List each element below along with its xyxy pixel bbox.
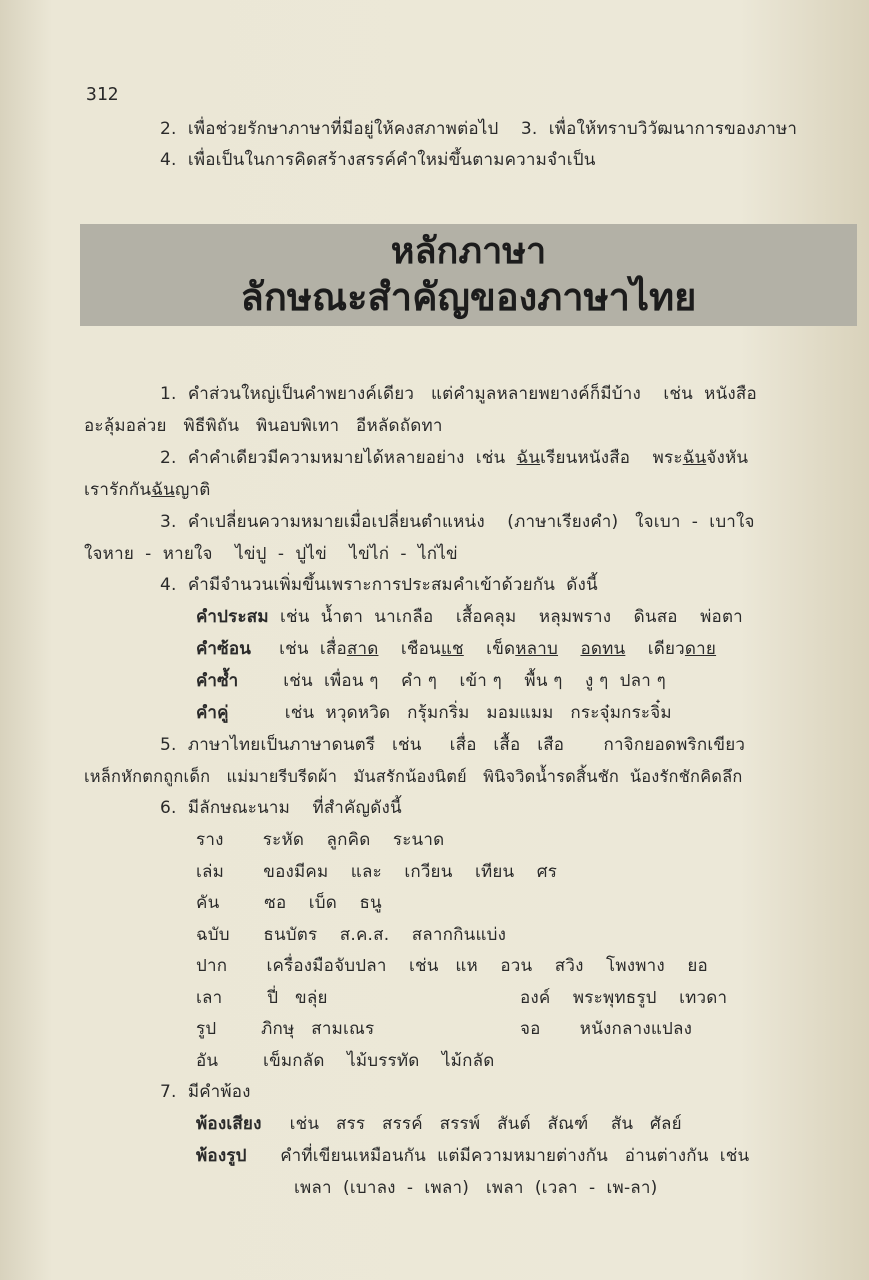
term-examples: เช่น น้ำตา นาเกลือ เสื้อคลุม หลุมพราง ดินสอ พ่อตา [268,607,743,627]
item-2-line-1 [160,447,748,469]
underlined-word: ฉัน [682,448,707,468]
underlined-word: ฉัน [151,480,175,500]
item-3-line-1: 3. คำเปลี่ยนความหมายเมื่อเปลี่ยนตำแหน่ง (ภาษาเรียงคำ) ใจเบา - เบาใจ [160,512,755,532]
paired-word-row [196,702,672,724]
classifier-row: อัน เข็มกลัด ไม้บรรทัด ไม้กลัด [196,1051,495,1071]
classifier-row: จอ หนังกลางแปลง [520,1019,693,1039]
term-examples: เข็ด [463,639,516,659]
term-label: คำประสม [196,607,269,627]
classifier-row: องค์ พระพุทธรูป เทวดา [520,988,728,1008]
underlined-word: อดทน [580,639,626,659]
homograph-row [196,1145,749,1167]
classifier-row: รูป ภิกษุ สามเณร [196,1019,375,1039]
item-2-line-2 [84,479,211,501]
classifier-row: ราง ระหัด ลูกคิด ระนาด [196,830,445,850]
item-7-heading: 7. มีคำพ้อง [160,1082,251,1102]
underlined-word: แช [440,639,464,659]
term-label: พ้องรูป [196,1146,247,1166]
item-2-text: เรารักกัน [84,480,152,500]
term-examples: คำที่เขียนเหมือนกัน แต่มีความหมายต่างกัน อ่านต่างกัน เช่น [246,1146,750,1166]
section-banner [80,224,857,326]
item-2-text: ญาติ [174,480,211,500]
intro-line-1: 2. เพื่อช่วยรักษาภาษาที่มีอยู่ให้คงสภาพต่อไป 3. เพื่อให้ทราบวิวัฒนาการของภาษา [160,119,798,139]
item-3-line-2: ใจหาย - หายใจ ไข่ปู - ปูไข่ ไข่ไก่ - ไก่ไข่ [84,544,458,564]
term-examples: เดียว [625,639,685,659]
homograph-examples: เพลา (เบาลง - เพลา) เพลา (เวลา - เพ-ลา) [294,1178,658,1198]
term-label: คำซ้อน [196,639,252,659]
term-examples: เช่น เพื่อน ๆ คำ ๆ เข้า ๆ พื้น ๆ งู ๆ ปลา ๆ [238,671,666,691]
term-label: พ้องเสียง [196,1114,262,1134]
item-2-text: เรียนหนังสือ พระ [540,448,683,468]
underlined-word: หลาบ [515,639,559,659]
compound-word-row [196,606,743,628]
classifier-row: เล่ม ของมีคม และ เกวียน เทียน ศร [196,862,558,882]
repeated-word-row [196,670,666,692]
banner-title: หลักภาษา [390,231,547,272]
underlined-word: สาด [346,639,379,659]
item-1-line-2: อะลุ้มอล่วย พิธีพิถัน พินอบพิเทา อีหลัดถัดทา [84,416,443,436]
classifier-row: เลา ปี่ ขลุ่ย [196,988,328,1008]
page-number: 312 [86,84,119,105]
underlined-word: ฉัน [516,448,541,468]
item-2-text: จังหัน [706,448,749,468]
term-examples: เช่น สรร สรรค์ สรรพ์ สันต์ สัณฑ์ สัน ศัลย์ [261,1114,682,1134]
item-4-heading: 4. คำมีจำนวนเพิ่มขึ้นเพราะการประสมคำเข้าด้วยกัน ดังนี้ [160,575,598,595]
item-2-text: 2. คำคำเดียวมีความหมายได้หลายอย่าง เช่น [160,448,517,468]
term-examples: เช่น หวุดหวิด กรุ้มกริ่ม มอมแมม กระจุ๋มกระจิ๋ม [228,703,672,723]
term-examples [558,639,580,659]
term-label: คำซ้ำ [196,671,239,691]
classifier-row: คัน ซอ เบ็ด ธนู [196,893,382,913]
item-1-line-1: 1. คำส่วนใหญ่เป็นคำพยางค์เดียว แต่คำมูลหลายพยางค์ก็มีบ้าง เช่น หนังสือ [160,384,757,404]
homophone-row [196,1113,682,1135]
intro-line-2: 4. เพื่อเป็นในการคิดสร้างสรรค์คำใหม่ขึ้นตามความจำเป็น [160,150,596,170]
term-examples: เช่น เสื่อ [251,639,347,659]
doubled-word-row [196,638,716,660]
term-label: คำคู่ [196,703,229,723]
classifier-row: ปาก เครื่องมือจับปลา เช่น แห อวน สวิง โพงพาง ยอ [196,956,708,976]
underlined-word: ดาย [684,639,717,659]
item-5-line-2: เหล็กหักตกถูกเด็ก แม่มายรีบรีดผ้า มันสรักน้องนิตย์ พินิจวิดน้ำรดสิ้นชัก น้องรักชักคิดลึก [84,767,743,786]
term-examples: เชือน [378,639,441,659]
item-6-heading: 6. มีลักษณะนาม ที่สำคัญดังนี้ [160,798,402,818]
classifier-row: ฉบับ ธนบัตร ส.ค.ส. สลากกินแบ่ง [196,925,507,945]
item-5-line-1: 5. ภาษาไทยเป็นภาษาดนตรี เช่น เสื่อ เสื้อ เสือ กาจิกยอดพริกเขียว [160,735,746,755]
banner-subtitle: ลักษณะสำคัญของภาษาไทย [240,275,697,319]
